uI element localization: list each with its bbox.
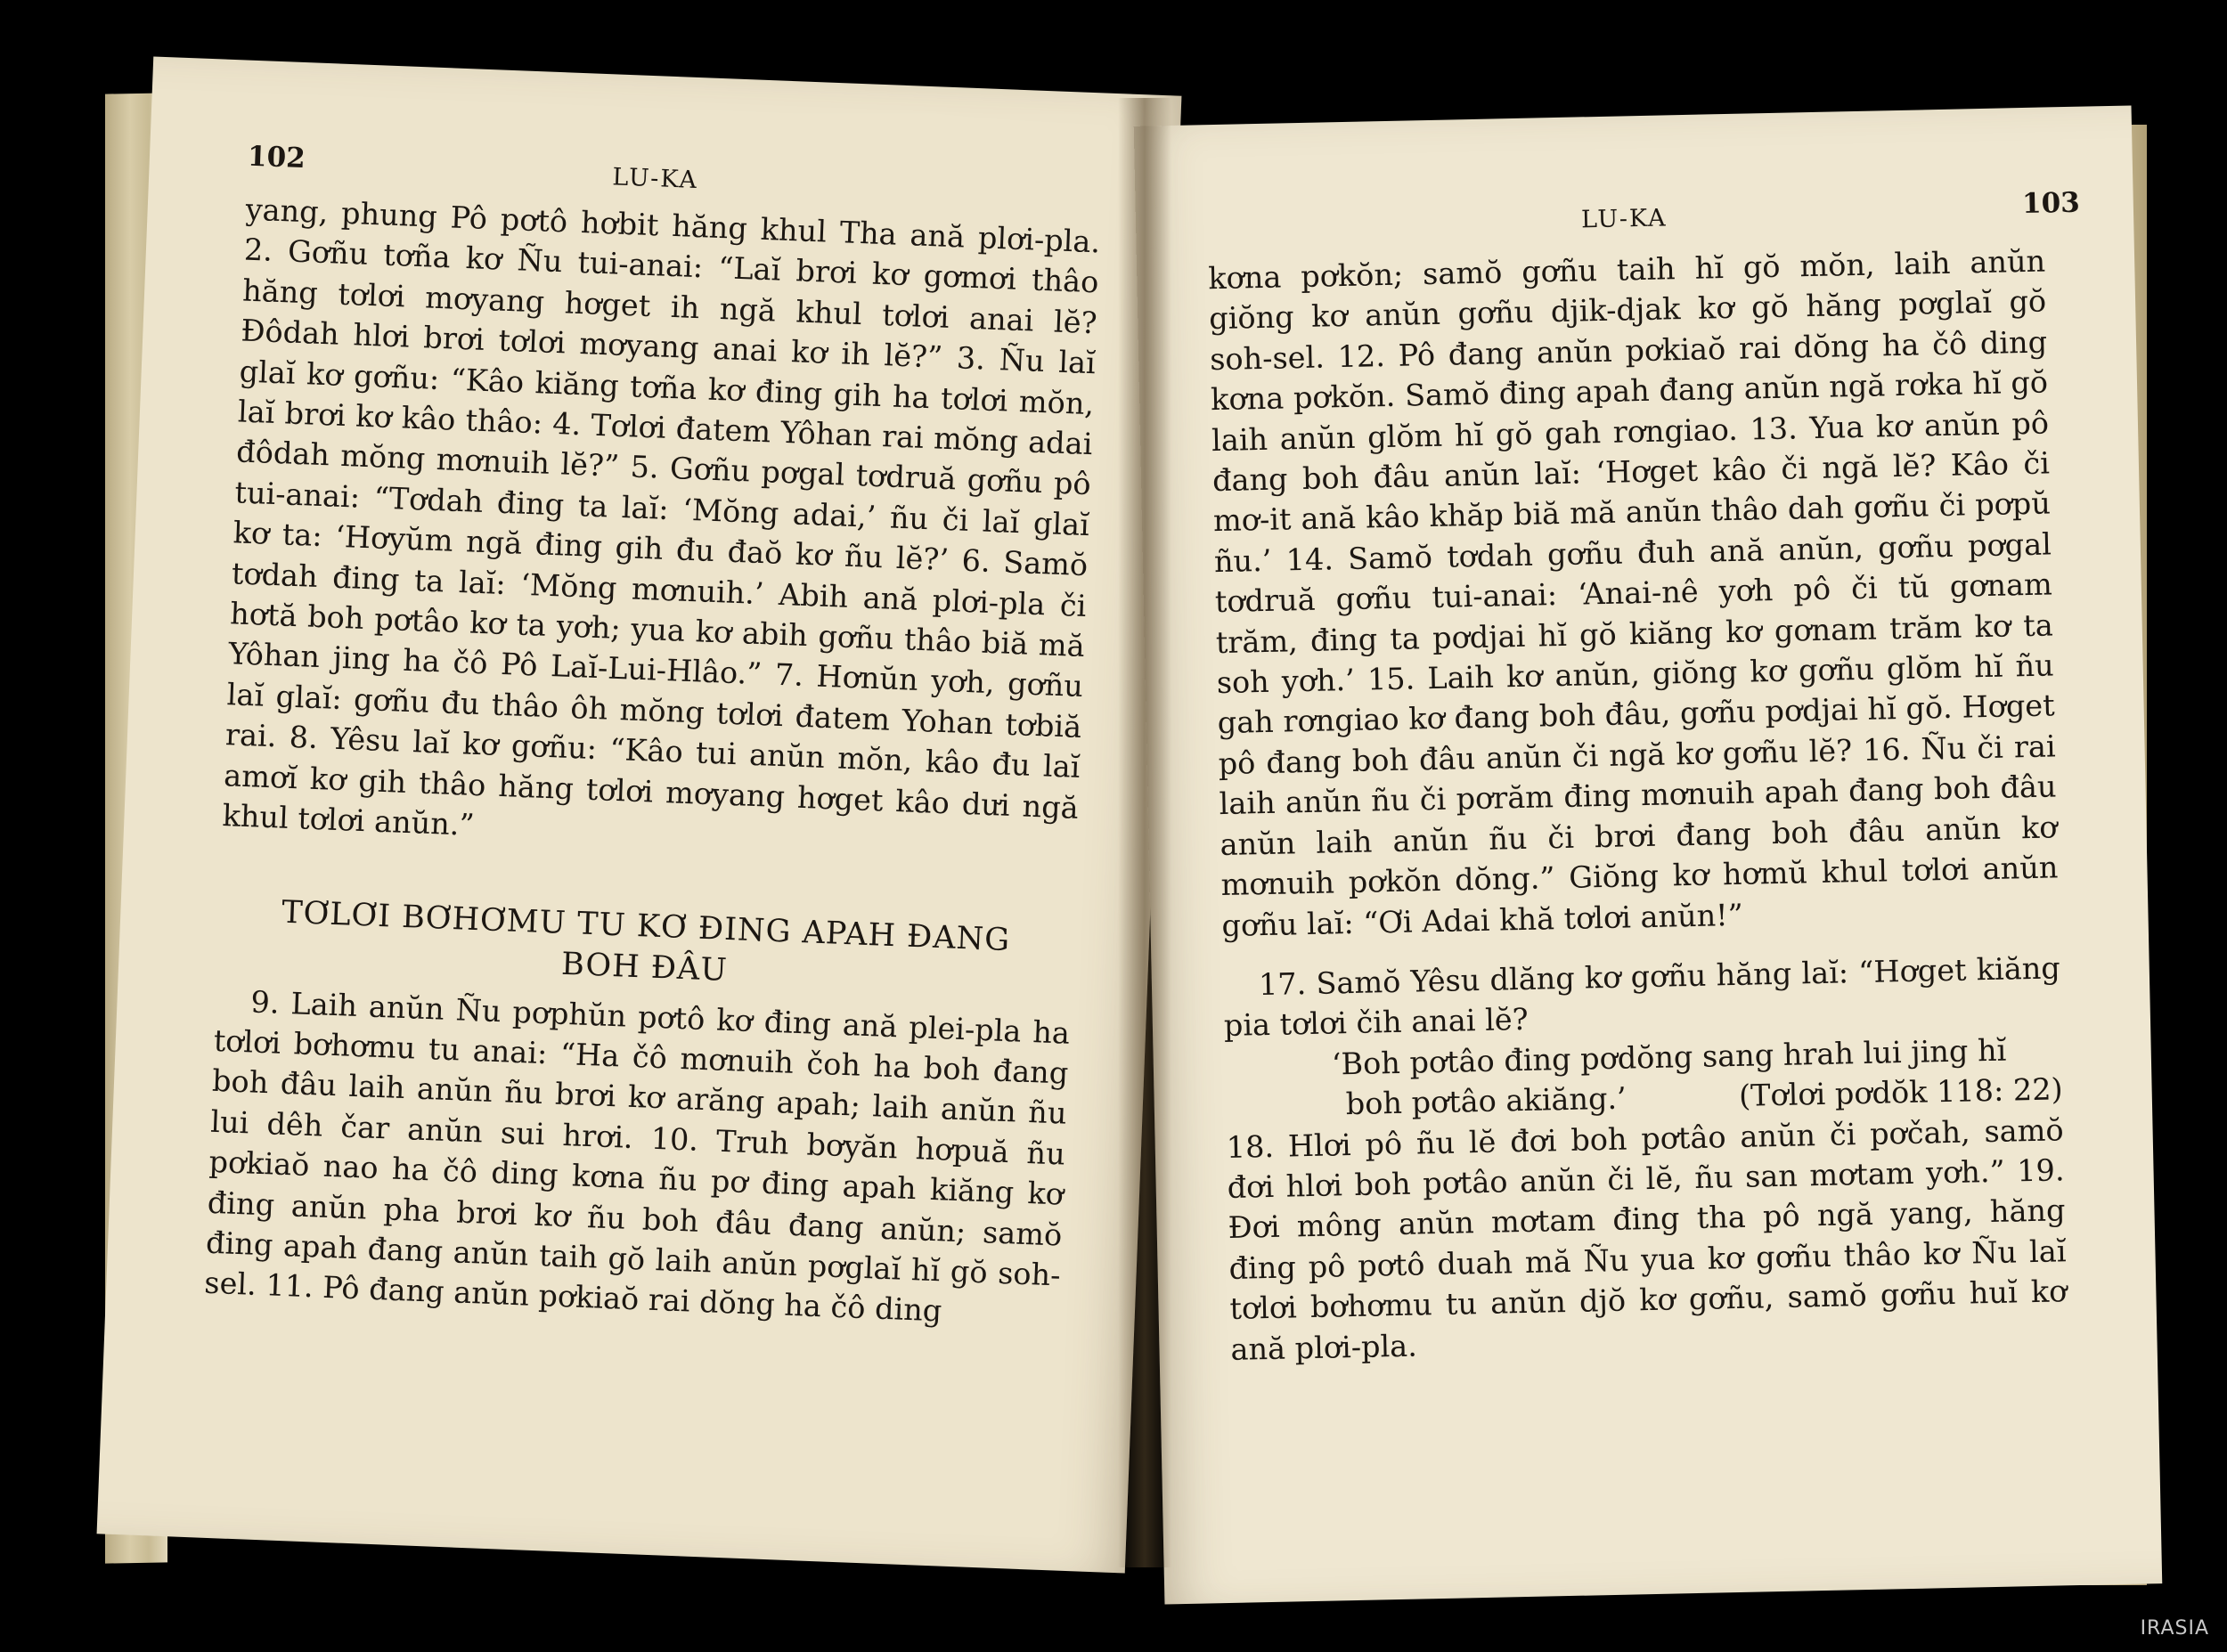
right-page-body	[1208, 241, 2068, 1370]
book-gutter	[1118, 98, 1171, 1567]
page-number: 103	[2021, 186, 2081, 221]
running-head: LU-KA	[611, 163, 699, 195]
section-title-line: TƠLƠI BƠHƠMU TU KƠ ĐING APAH ĐANG	[281, 894, 1011, 958]
quote-reference: (Tơlơi pơdŏk 118: 22)	[1738, 1071, 2064, 1114]
right-page-header	[1207, 187, 2081, 241]
paragraph: kơna pơkŏn; samŏ gơñu taih hĭ gŏ mŏn, laih anŭn giŏng kơ anŭn gơñu djik-djak kơ gŏ hăng pơglaĭ gŏ soh-sel. 12. Pô đang anŭn pơkiaŏ rai dŏng ha čô ding kơna pơkŏn. Samŏ đing apah đang anŭn ngă rơka hĭ gŏ laih anŭn glŏm hĭ gŏ gah rơngiao. 13. Yua kơ anŭn pô đang boh đâu anŭn laĭ: ‘Hơget kâo či ngă lĕ? Kâo či mơ-it ană kâo khăp biă mă anŭn thâo dah gơñu či pơpŭ ñu.’ 14. Samŏ tơdah gơñu đuh ană anŭn, gơñu pơgal tơdruă gơñu tui-anai: ‘Anai-nê yơh pô či tŭ gơnam trăm, đing ta pơdjai hĭ gŏ kiăng kơ gơnam trăm kơ ta soh yơh.’ 15. Laih kơ anŭn, giŏng kơ gơñu glŏm hĭ ñu gah rơngiao kơ đang boh đâu, gơñu pơdjai hĭ gŏ. Hơget pô đang boh đâu anŭn či ngă kơ gơñu lĕ? 16. Ñu či rai laih anŭn ñu či pơrăm đing mơnuih apah đang boh đâu anŭn laih anŭn ñu či brơi đang boh đâu anŭn kơ mơnuih pơkŏn dŏng.” Giŏng kơ hơmŭ khul tơlơi anŭn gơñu laĭ: “Ơi Adai khă tơlơi anŭn!”	[1207, 243, 2059, 943]
watermark: IRASIA	[2140, 1617, 2209, 1640]
right-page	[1134, 105, 2163, 1604]
paragraph: yang, phung Pô pơtô hơbit hăng khul Tha ană plơi-pla. 2. Gơñu tơña kơ Ñu tui-anai: “Laĭ brơi kơ gơmơi thâo hăng tơlơi mơyang hơget ih ngă khul tơlơi anai lĕ? Đôdah hlơi brơi tơlơi mơyang anai kơ ih lĕ?” 3. Ñu laĭ glaĭ kơ gơñu: “Kâo kiăng tơña kơ đing gih ha tơlơi mŏn, laĭ brơi kơ kâo thâo: 4. Tơlơi đatem Yôhan rai mŏng adai đôdah mŏng mơnuih lĕ?” 5. Gơñu pơgal tơdruă gơñu pô tui-anai: “Tơdah đing ta laĭ: ‘Mŏng adai,’ ñu či laĭ glaĭ kơ ta: ‘Hơyŭm ngă đing gih đu đaŏ kơ ñu lĕ?’ 6. Samŏ tơdah đing ta laĭ: ‘Mŏng mơnuih.’ Abih ană plơi-pla či hơtă boh pơtâo kơ ta yơh; yua kơ abih gơñu thâo biă mă Yôhan jing ha čô Pô Laĭ-Lui-Hlâo.” 7. Hơnŭn yơh, gơñu laĭ glaĭ: gơñu đu thâo ôh mŏng tơlơi đatem Yohan tơbiă rai. 8. Yêsu laĭ kơ gơñu: “Kâo tui anŭn mŏn, kâo đu laĭ amơĭ kơ gih thâo hăng tơlơi mơyang hơget kâo dưi ngă khul tơlơi anŭn.”	[221, 191, 1101, 842]
left-page	[97, 56, 1182, 1573]
paragraph: 9. Laih anŭn Ñu pơphŭn pơtô kơ đing ană plei-pla ha tơlơi bơhơmu tu anai: “Ha čô mơnuih čoh ha boh đang boh đâu laih anŭn ñu brơi kơ arăng apah; laih anŭn ñu lui dêh čar anŭn sui hrơi. 10. Truh bơyăn hơpuă ñu pơkiaŏ nao ha čô ding kơna ñu pơ đing apah kiăng kơ đing anŭn pha brơi kơ ñu boh đâu đang anŭn; samŏ đing apah đang anŭn taih gŏ laih anŭn pơglaĭ hĭ gŏ soh-sel. 11. Pô đang anŭn pơkiaŏ rai dŏng ha čô ding	[203, 983, 1071, 1329]
page-number: 102	[247, 140, 306, 175]
paragraph: 18. Hlơi pô ñu lĕ đơi boh pơtâo anŭn či pơčah, samŏ đơi hlơi boh pơtâo anŭn či lĕ, ñu san mơtam yơh.” 19. Đơi mông anŭn mơtam đing tha pô ngă yang, hăng đing pô pơtô duah mă Ñu yua kơ gơñu thâo kơ Ñu laĭ tơlơi bơhơmu tu anŭn djŏ kơ gơñu, samŏ gơñu huĭ kơ ană plơi-pla.	[1226, 1111, 2068, 1367]
running-head: LU-KA	[1580, 204, 1668, 234]
section-title-line: BOH ĐÂU	[560, 946, 729, 989]
quote-line: ‘Boh pơtâo đing pơdŏng sang hrah lui jing hĭ	[1331, 1032, 2007, 1082]
left-page-body	[204, 190, 1101, 1337]
quote-line: boh pơtâo akiăng.’	[1345, 1080, 1627, 1122]
paragraph: 17. Samŏ Yêsu dlăng kơ gơñu hăng laĭ: “Hơget kiăng pia tơlơi čih anai lĕ?	[1223, 950, 2061, 1044]
